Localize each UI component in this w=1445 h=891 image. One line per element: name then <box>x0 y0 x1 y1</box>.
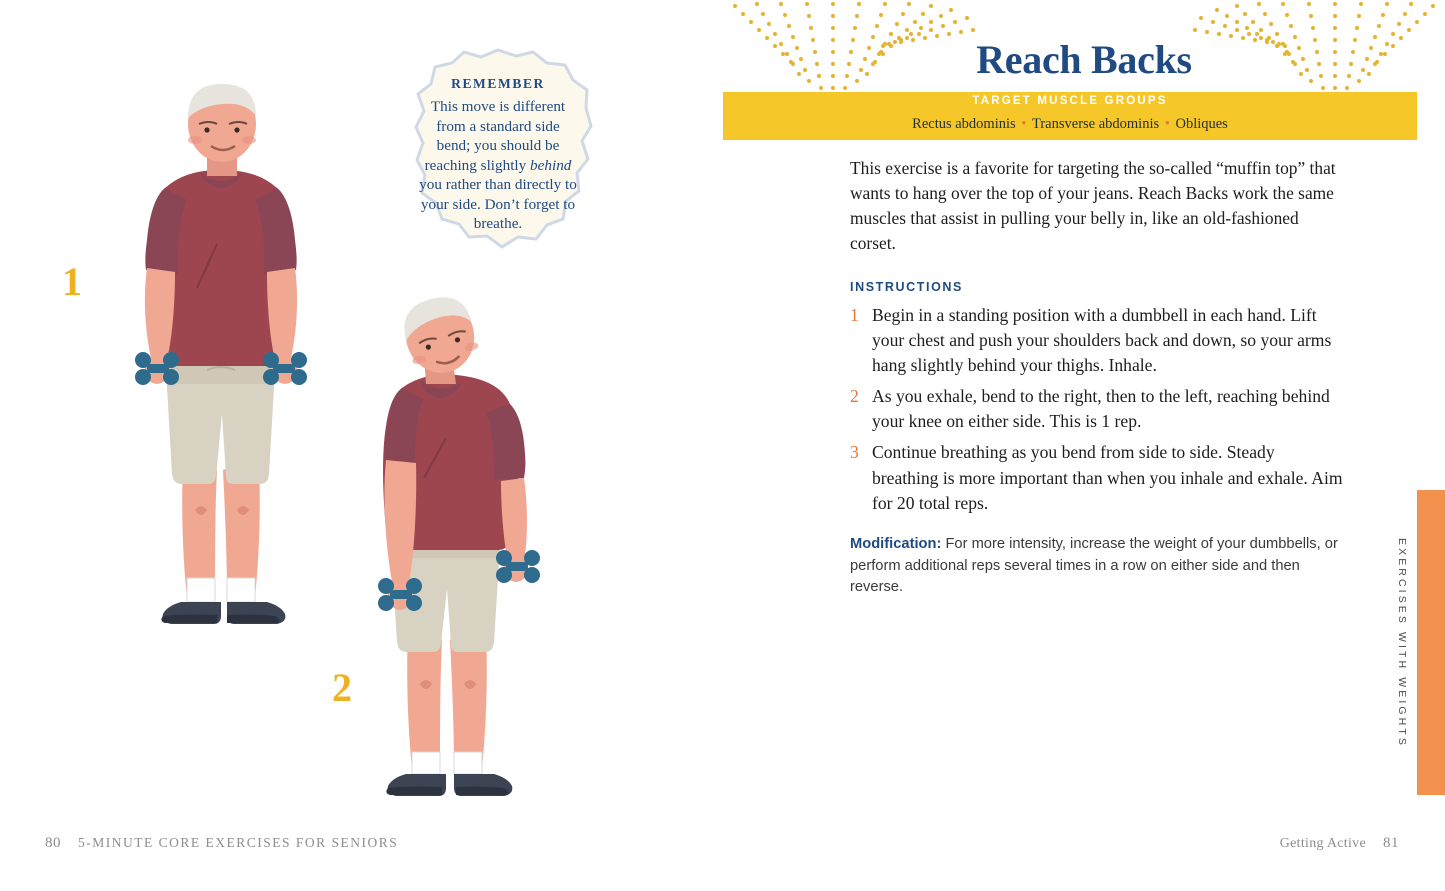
callout-text-after: you rather than directly to your side. Don’t forget to breathe. <box>419 176 577 233</box>
muscle-2: Transverse abdominis <box>1032 116 1160 132</box>
muscle-1: Rectus abdominis <box>912 116 1016 132</box>
list-item <box>850 440 1344 515</box>
list-item <box>850 303 1344 378</box>
running-head-left: 5-MINUTE CORE EXERCISES FOR SENIORS <box>78 835 399 850</box>
left-page-footer <box>45 835 398 852</box>
page-number-left: 80 <box>45 835 61 851</box>
page-title: Reach Backs <box>976 37 1192 82</box>
instruction-steps <box>850 303 1344 516</box>
illustration-bending-man <box>350 296 580 811</box>
step-number-1: 1 <box>62 259 82 304</box>
muscle-3: Obliques <box>1175 116 1228 132</box>
intro-paragraph: This exercise is a favorite for targeting the so-called “muffin top” that wants to hang over the top of your jeans. Reach Backs work the same muscles that assist in pulling your belly in, like an old-fashioned corset. <box>850 158 1336 253</box>
right-page-footer <box>1280 835 1399 852</box>
section-tab-label-wrap <box>1391 490 1413 795</box>
step-marker-1: 1 <box>850 304 859 325</box>
remember-callout <box>399 44 597 266</box>
modification-text: For more intensity, increase the weight of your dumbbells, or perform additional reps several times in a row on either side and then reverse. <box>850 535 1338 596</box>
target-muscle-bar <box>723 92 1417 140</box>
callout-text-before: This move is different from a standard side bend; you should be reaching slightly <box>424 98 566 174</box>
running-head-right: Getting Active <box>1279 836 1366 851</box>
modification-label: Modification: <box>850 535 942 552</box>
instructions-heading: INSTRUCTIONS <box>850 279 963 294</box>
page-header <box>723 0 1445 142</box>
page-number-right: 81 <box>1383 835 1399 851</box>
step-marker-2: 2 <box>850 386 859 407</box>
callout-text-italic: behind <box>530 156 572 174</box>
step-text-1: Begin in a standing position with a dumbbell in each hand. Lift your chest and push your shoulders back and down, so your arms hang slightly behind your thighs. Inhale. <box>872 304 1332 375</box>
step-marker-3: 3 <box>850 442 859 463</box>
section-tab <box>1417 490 1445 795</box>
separator-dot-icon: • <box>1017 116 1030 132</box>
step-number-2: 2 <box>332 665 352 710</box>
section-tab-label: EXERCISES WITH WEIGHTS <box>1396 537 1408 748</box>
right-page <box>723 0 1445 891</box>
illustration-standing-man <box>95 78 345 638</box>
step-text-3: Continue breathing as you bend from side to side. Steady breathing is more important than when you inhale and exhale. Aim for 20 total reps. <box>872 442 1343 513</box>
step-text-2: As you exhale, bend to the right, then to the left, reaching behind your knee on either side. This is 1 rep. <box>872 386 1330 432</box>
target-muscle-groups-label: TARGET MUSCLE GROUPS <box>972 95 1168 107</box>
callout-title: REMEMBER <box>451 76 545 92</box>
body-column <box>850 156 1344 614</box>
modification-paragraph <box>850 534 1344 599</box>
target-muscle-list <box>723 116 1417 133</box>
callout-body <box>419 97 577 233</box>
separator-dot-icon-2: • <box>1161 116 1174 132</box>
list-item <box>850 384 1344 434</box>
